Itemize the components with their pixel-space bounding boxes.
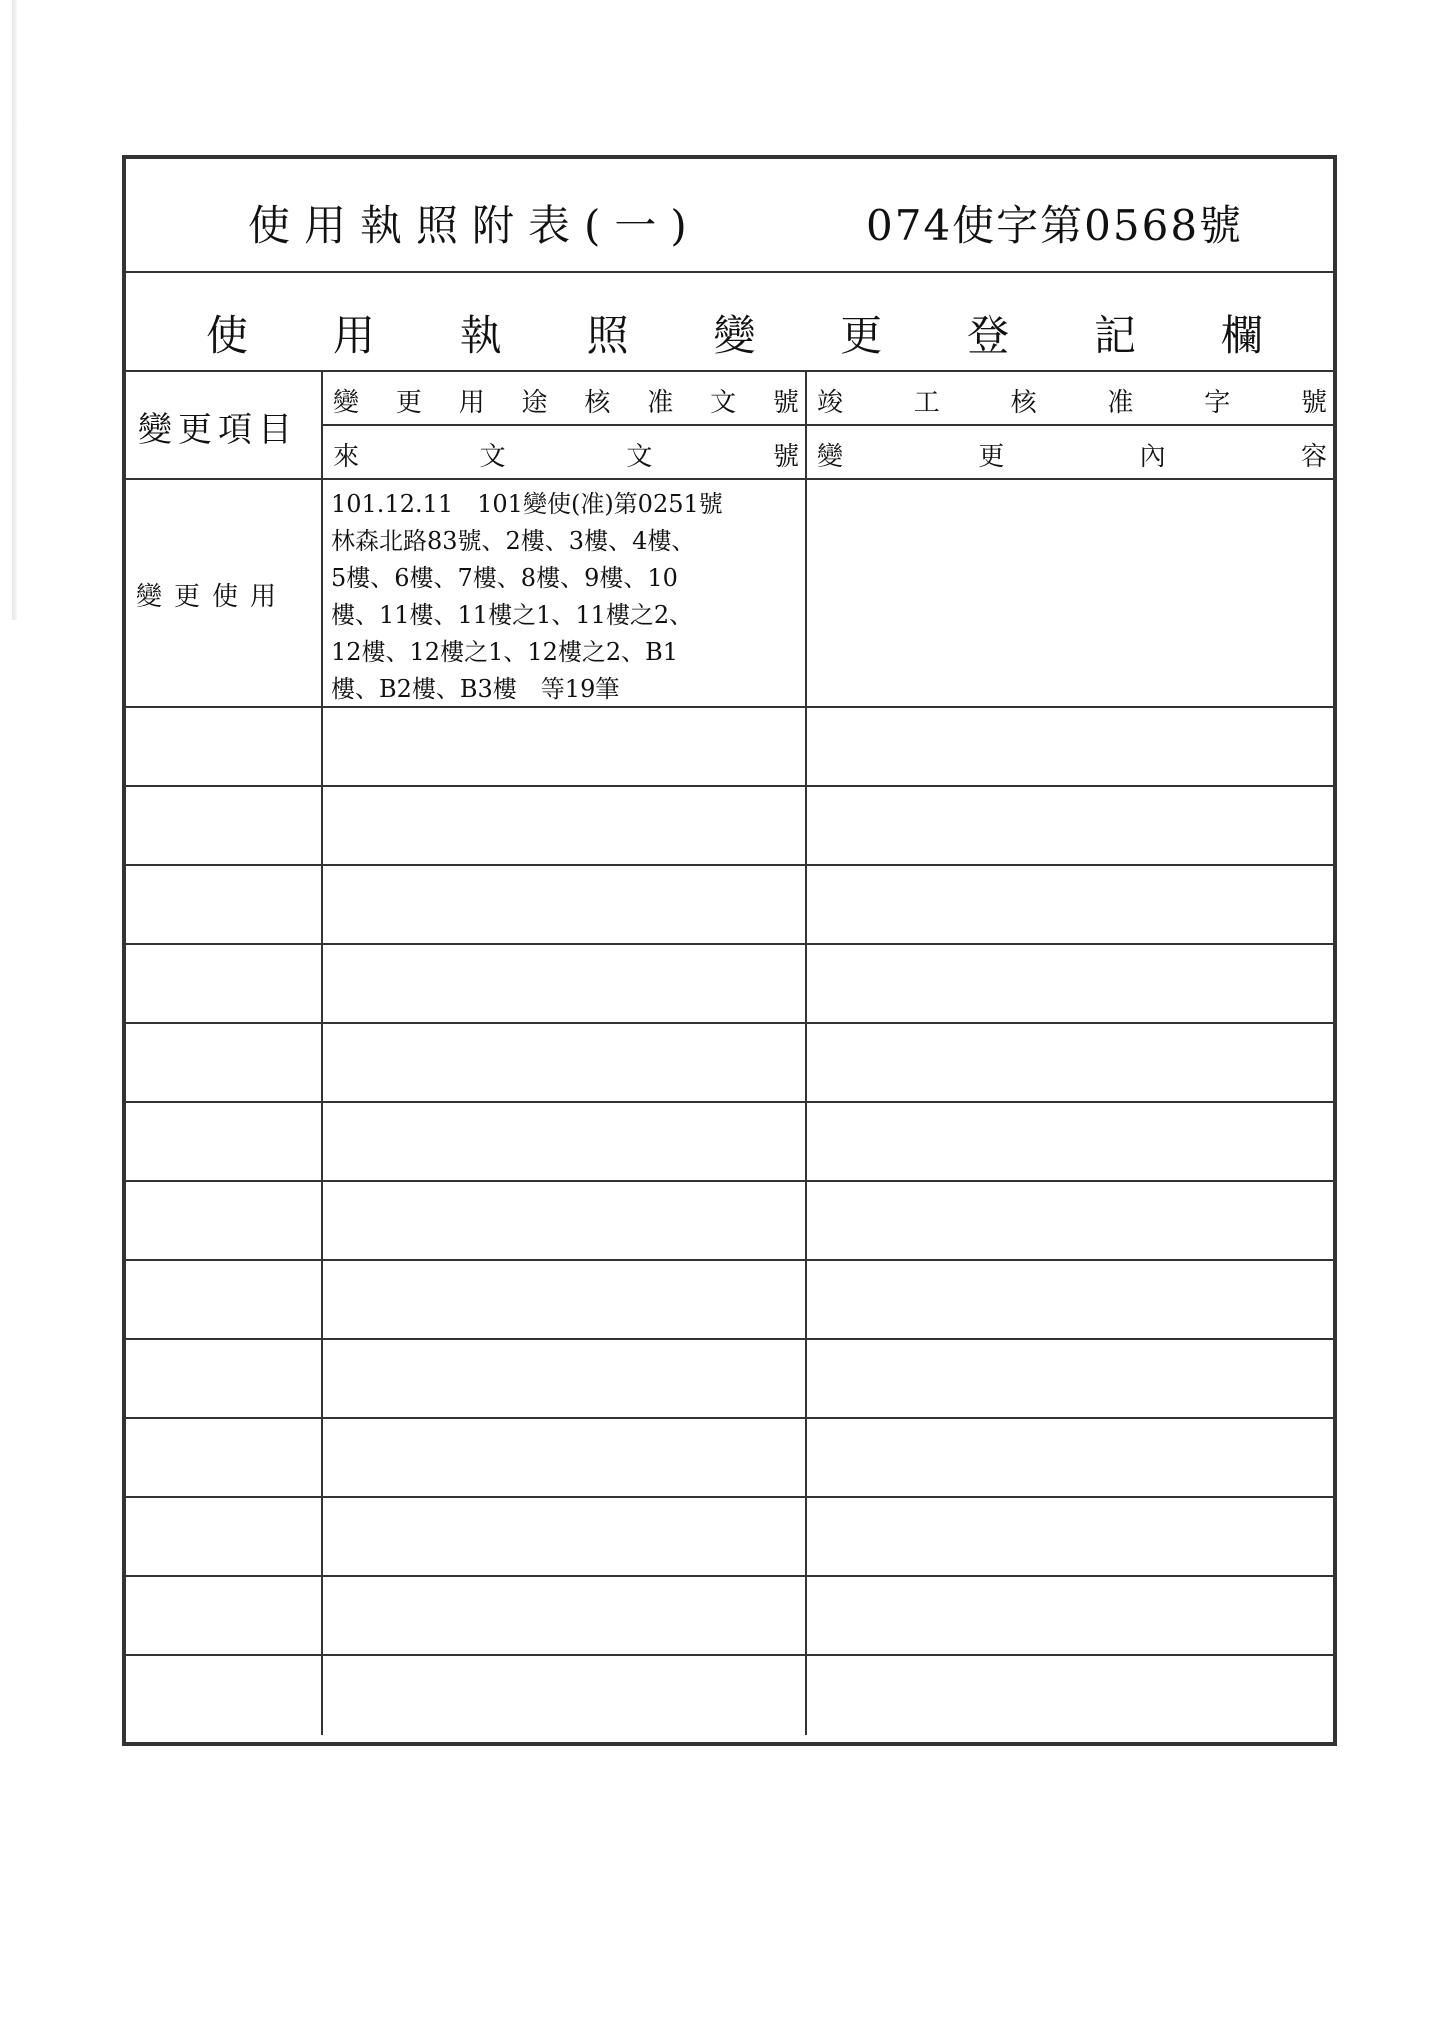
empty-doc-cell xyxy=(323,1182,807,1259)
empty-doc-cell xyxy=(323,1656,807,1735)
empty-doc-cell xyxy=(323,1024,807,1101)
completion-char: 字 xyxy=(1204,388,1231,418)
incoming-doc-char: 文 xyxy=(626,442,653,472)
approval-doc-char: 文 xyxy=(710,388,737,418)
empty-doc-cell xyxy=(323,866,807,943)
completion-char: 准 xyxy=(1107,388,1134,418)
approval-doc-header xyxy=(323,372,805,426)
subtitle-row xyxy=(126,273,1333,372)
entry-line: 5樓、6樓、7樓、8樓、9樓、10 xyxy=(331,564,678,592)
completion-char: 核 xyxy=(1010,388,1037,418)
completion-char: 竣 xyxy=(817,388,844,418)
empty-doc-cell xyxy=(323,1419,807,1496)
empty-table-row xyxy=(126,787,1333,866)
subtitle-change-registration xyxy=(126,303,1333,363)
approval-doc-char: 更 xyxy=(395,388,422,418)
change-content-header xyxy=(807,426,1333,480)
empty-item-cell xyxy=(126,1182,323,1259)
change-content-char: 變 xyxy=(817,442,844,472)
empty-table-row xyxy=(126,708,1333,787)
change-content-char: 內 xyxy=(1139,442,1166,472)
empty-table-row xyxy=(126,1577,1333,1656)
header-row xyxy=(126,372,1333,480)
form-title: 使用執照附表(一) xyxy=(248,201,701,250)
empty-item-cell xyxy=(126,1103,323,1180)
empty-item-cell xyxy=(126,708,323,785)
usage-permit-attachment-form xyxy=(122,155,1337,1746)
entry-line: 樓、11樓、11樓之1、11樓之2、 xyxy=(331,601,694,629)
empty-rows xyxy=(126,708,1333,1742)
change-content-char: 容 xyxy=(1300,442,1327,472)
entry-line: 12樓、12樓之1、12樓之2、B1 xyxy=(331,638,679,666)
subtitle-char: 更 xyxy=(840,311,883,360)
table-row xyxy=(126,480,1333,708)
approval-doc-char: 用 xyxy=(458,388,485,418)
permit-number: 074使字第0568號 xyxy=(866,201,1244,250)
empty-item-cell xyxy=(126,1577,323,1654)
subtitle-char: 照 xyxy=(586,311,629,360)
empty-table-row xyxy=(126,1419,1333,1498)
empty-item-cell xyxy=(126,1261,323,1338)
completion-label xyxy=(817,382,1327,419)
empty-item-cell xyxy=(126,787,323,864)
empty-doc-cell xyxy=(323,708,807,785)
row-doc-entry xyxy=(331,486,797,708)
subtitle-char: 登 xyxy=(967,311,1010,360)
empty-table-row xyxy=(126,945,1333,1024)
empty-table-row xyxy=(126,1498,1333,1577)
empty-item-cell xyxy=(126,1656,323,1735)
empty-table-row xyxy=(126,1024,1333,1103)
empty-doc-cell xyxy=(323,1103,807,1180)
empty-doc-cell xyxy=(323,1261,807,1338)
empty-table-row xyxy=(126,1103,1333,1182)
approval-doc-char: 號 xyxy=(772,388,799,418)
empty-table-row xyxy=(126,1261,1333,1340)
empty-item-cell xyxy=(126,1498,323,1575)
item-label: 變更項目 xyxy=(138,410,298,450)
approval-doc-char: 核 xyxy=(584,388,611,418)
row-doc-cell xyxy=(323,480,807,706)
approval-doc-char: 途 xyxy=(521,388,548,418)
change-content-label xyxy=(817,436,1327,473)
incoming-doc-char: 號 xyxy=(772,442,799,472)
title-row xyxy=(126,159,1333,273)
header-item-cell xyxy=(126,372,323,478)
entry-line: 林森北路83號、2樓、3樓、4樓、 xyxy=(331,527,696,555)
approval-doc-char: 變 xyxy=(333,388,360,418)
header-completion-cell xyxy=(807,372,1333,478)
subtitle-char: 記 xyxy=(1094,311,1137,360)
subtitle-char: 執 xyxy=(459,311,502,360)
empty-item-cell xyxy=(126,866,323,943)
empty-table-row xyxy=(126,866,1333,945)
empty-item-cell xyxy=(126,945,323,1022)
subtitle-char: 欄 xyxy=(1220,311,1263,360)
subtitle-char: 變 xyxy=(713,311,756,360)
subtitle-char: 用 xyxy=(332,311,375,360)
approval-doc-label xyxy=(333,382,799,419)
empty-table-row xyxy=(126,1182,1333,1261)
empty-item-cell xyxy=(126,1419,323,1496)
change-content-char: 更 xyxy=(978,442,1005,472)
empty-table-row xyxy=(126,1340,1333,1419)
subtitle-char: 使 xyxy=(206,311,249,360)
empty-doc-cell xyxy=(323,1498,807,1575)
completion-header xyxy=(807,372,1333,426)
incoming-doc-char: 來 xyxy=(333,442,360,472)
entry-line: 101.12.11 101變使(准)第0251號 xyxy=(331,490,723,518)
row-content-cell xyxy=(807,480,1333,706)
completion-char: 工 xyxy=(913,388,940,418)
completion-char: 號 xyxy=(1300,388,1327,418)
empty-doc-cell xyxy=(323,945,807,1022)
empty-doc-cell xyxy=(323,1340,807,1417)
empty-table-row xyxy=(126,1656,1333,1735)
empty-doc-cell xyxy=(323,1577,807,1654)
row-item: 變更使用 xyxy=(136,582,289,612)
incoming-doc-char: 文 xyxy=(479,442,506,472)
empty-doc-cell xyxy=(323,787,807,864)
header-doc-cell xyxy=(323,372,807,478)
scan-edge-shadow xyxy=(12,0,17,620)
incoming-doc-header xyxy=(323,426,805,480)
row-item-cell xyxy=(126,480,323,706)
empty-item-cell xyxy=(126,1024,323,1101)
approval-doc-char: 准 xyxy=(647,388,674,418)
incoming-doc-label xyxy=(333,436,799,473)
entry-line: 樓、B2樓、B3樓 等19筆 xyxy=(331,675,620,703)
empty-item-cell xyxy=(126,1340,323,1417)
